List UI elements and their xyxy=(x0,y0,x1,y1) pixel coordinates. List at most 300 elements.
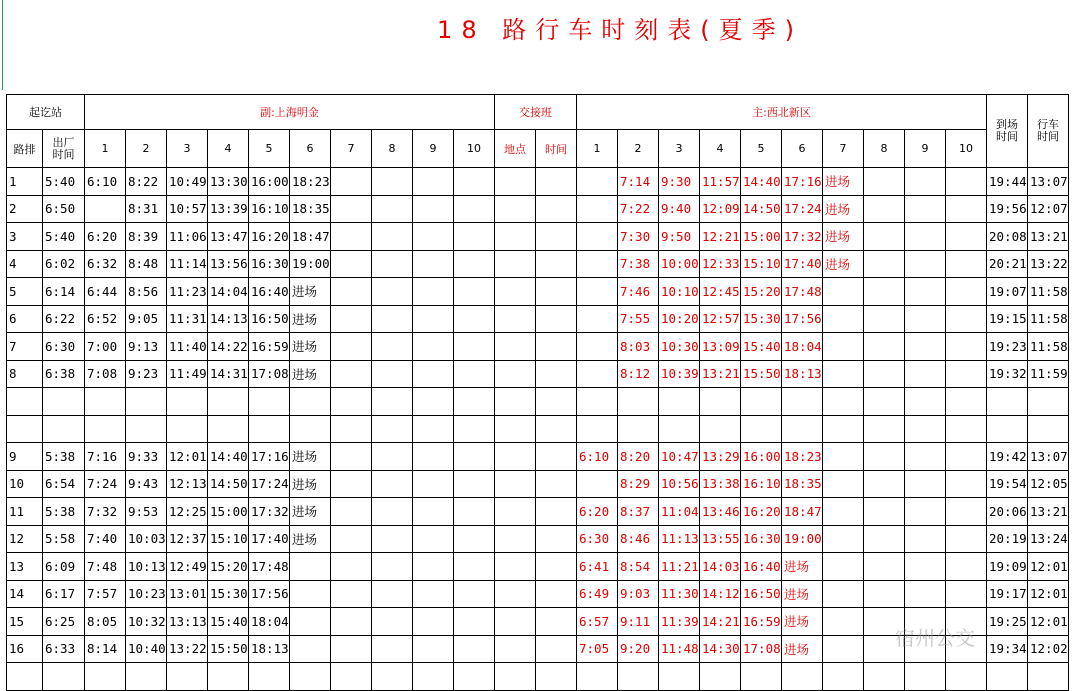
handover-place xyxy=(495,195,536,223)
side-b-trip-8 xyxy=(864,360,905,388)
empty-cell xyxy=(85,663,126,691)
empty-cell xyxy=(7,415,43,443)
side-b-trip-6: 进场 xyxy=(782,608,823,636)
side-a-trip-5: 17:40 xyxy=(249,525,290,553)
side-b-trip-4: 12:09 xyxy=(700,195,741,223)
handover-time xyxy=(536,250,577,278)
side-b-trip-4: 13:46 xyxy=(700,498,741,526)
handover-place xyxy=(495,608,536,636)
side-a-trip-1: 7:32 xyxy=(85,498,126,526)
side-b-trip-4: 13:55 xyxy=(700,525,741,553)
depart-time: 5:40 xyxy=(43,168,85,196)
side-b-trip-5: 16:30 xyxy=(741,525,782,553)
side-a-trip-7 xyxy=(331,608,372,636)
empty-cell xyxy=(454,415,495,443)
side-a-trip-3: 11:23 xyxy=(167,278,208,306)
side-a-trip-9 xyxy=(413,498,454,526)
empty-cell xyxy=(659,663,700,691)
side-b-trip-8 xyxy=(864,333,905,361)
side-a-trip-1: 6:10 xyxy=(85,168,126,196)
route-number: 9 xyxy=(7,443,43,471)
arrive-time: 19:25 xyxy=(987,608,1028,636)
empty-cell xyxy=(290,415,331,443)
side-b-trip-6: 18:04 xyxy=(782,333,823,361)
table-row xyxy=(7,305,1069,333)
side-b-trip-9 xyxy=(905,223,946,251)
run-time: 13:24 xyxy=(1028,525,1069,553)
depart-time: 6:54 xyxy=(43,470,85,498)
side-b-trip-1 xyxy=(577,278,618,306)
side-a-trip-6: 18:35 xyxy=(290,195,331,223)
side-a-trip-1: 7:08 xyxy=(85,360,126,388)
side-b-trip-6: 进场 xyxy=(782,580,823,608)
route-number: 16 xyxy=(7,635,43,663)
empty-cell xyxy=(126,663,167,691)
empty-cell xyxy=(864,415,905,443)
empty-cell xyxy=(495,663,536,691)
empty-cell xyxy=(741,415,782,443)
timetable xyxy=(6,94,1069,691)
side-a-trip-5: 17:16 xyxy=(249,443,290,471)
blank-row xyxy=(7,663,1069,691)
empty-cell xyxy=(700,663,741,691)
arrive-time: 20:08 xyxy=(987,223,1028,251)
side-a-trip-6: 18:23 xyxy=(290,168,331,196)
place-header: 地点 xyxy=(495,130,536,168)
table-row xyxy=(7,553,1069,581)
side-b-trip-10 xyxy=(946,525,987,553)
side-a-trip-3: 11:49 xyxy=(167,360,208,388)
side-b-trip-5: 14:50 xyxy=(741,195,782,223)
side-b-trip-3: 11:21 xyxy=(659,553,700,581)
handover-time xyxy=(536,168,577,196)
handover-place xyxy=(495,525,536,553)
empty-cell xyxy=(249,663,290,691)
arrive-time-header: 到场 时间 xyxy=(987,95,1028,168)
side-a-trip-9 xyxy=(413,553,454,581)
side-a-trip-7 xyxy=(331,360,372,388)
side-b-col-6: 6 xyxy=(782,130,823,168)
empty-cell xyxy=(618,388,659,416)
side-a-trip-8 xyxy=(372,278,413,306)
side-b-trip-3: 11:13 xyxy=(659,525,700,553)
side-a-trip-7 xyxy=(331,635,372,663)
side-a-trip-4: 14:31 xyxy=(208,360,249,388)
side-b-col-4: 4 xyxy=(700,130,741,168)
handover-time xyxy=(536,443,577,471)
empty-cell xyxy=(987,388,1028,416)
table-row xyxy=(7,580,1069,608)
side-b-trip-7 xyxy=(823,525,864,553)
table-row xyxy=(7,333,1069,361)
side-b-trip-1 xyxy=(577,305,618,333)
side-a-trip-7 xyxy=(331,168,372,196)
side-a-trip-3: 12:37 xyxy=(167,525,208,553)
side-a-trip-5: 16:30 xyxy=(249,250,290,278)
side-a-trip-7 xyxy=(331,195,372,223)
handover-time xyxy=(536,498,577,526)
side-a-trip-3: 10:49 xyxy=(167,168,208,196)
side-b-trip-2: 7:22 xyxy=(618,195,659,223)
side-a-trip-5: 16:59 xyxy=(249,333,290,361)
side-a-trip-4: 14:40 xyxy=(208,443,249,471)
empty-cell xyxy=(946,388,987,416)
empty-cell xyxy=(43,388,85,416)
arrive-time: 19:07 xyxy=(987,278,1028,306)
side-b-trip-10 xyxy=(946,278,987,306)
side-a-trip-10 xyxy=(454,278,495,306)
side-a-trip-5: 17:48 xyxy=(249,553,290,581)
side-b-trip-1 xyxy=(577,223,618,251)
side-b-trip-8 xyxy=(864,580,905,608)
side-b-trip-3: 10:00 xyxy=(659,250,700,278)
side-a-trip-10 xyxy=(454,223,495,251)
side-a-col-6: 6 xyxy=(290,130,331,168)
arrive-time: 19:56 xyxy=(987,195,1028,223)
side-a-trip-2: 10:03 xyxy=(126,525,167,553)
side-b-trip-4: 14:12 xyxy=(700,580,741,608)
side-b-trip-6: 18:47 xyxy=(782,498,823,526)
side-b-trip-3: 10:10 xyxy=(659,278,700,306)
side-a-trip-5: 17:56 xyxy=(249,580,290,608)
route-number: 2 xyxy=(7,195,43,223)
side-a-trip-3: 12:49 xyxy=(167,553,208,581)
side-a-trip-9 xyxy=(413,360,454,388)
side-a-trip-6: 进场 xyxy=(290,470,331,498)
side-a-trip-7 xyxy=(331,470,372,498)
side-b-trip-2: 8:54 xyxy=(618,553,659,581)
table-row xyxy=(7,223,1069,251)
empty-cell xyxy=(700,388,741,416)
side-b-trip-2: 8:29 xyxy=(618,470,659,498)
run-time-header: 行车 时间 xyxy=(1028,95,1069,168)
depart-time: 6:22 xyxy=(43,305,85,333)
side-b-trip-6: 17:32 xyxy=(782,223,823,251)
empty-cell xyxy=(85,415,126,443)
empty-cell xyxy=(7,663,43,691)
route-number: 11 xyxy=(7,498,43,526)
side-a-trip-2: 9:05 xyxy=(126,305,167,333)
run-time: 13:07 xyxy=(1028,168,1069,196)
side-b-trip-3: 10:56 xyxy=(659,470,700,498)
handover-place xyxy=(495,470,536,498)
empty-cell xyxy=(577,415,618,443)
side-b-trip-7 xyxy=(823,305,864,333)
side-a-trip-9 xyxy=(413,333,454,361)
side-b-col-7: 7 xyxy=(823,130,864,168)
empty-cell xyxy=(987,663,1028,691)
side-a-trip-10 xyxy=(454,580,495,608)
empty-cell xyxy=(577,663,618,691)
side-b-trip-5: 16:40 xyxy=(741,553,782,581)
side-b-trip-7 xyxy=(823,580,864,608)
side-b-trip-6: 18:35 xyxy=(782,470,823,498)
side-b-trip-9 xyxy=(905,553,946,581)
side-a-trip-8 xyxy=(372,168,413,196)
run-time: 13:22 xyxy=(1028,250,1069,278)
side-b-trip-6: 进场 xyxy=(782,635,823,663)
side-a-trip-1: 7:57 xyxy=(85,580,126,608)
side-b-trip-4: 14:21 xyxy=(700,608,741,636)
side-b-trip-5: 15:00 xyxy=(741,223,782,251)
side-a-trip-8 xyxy=(372,443,413,471)
side-a-trip-4: 14:04 xyxy=(208,278,249,306)
side-b-trip-5: 14:40 xyxy=(741,168,782,196)
side-b-trip-2: 7:30 xyxy=(618,223,659,251)
arrive-time: 19:23 xyxy=(987,333,1028,361)
empty-cell xyxy=(782,415,823,443)
side-b-trip-6: 17:24 xyxy=(782,195,823,223)
side-b-trip-5: 15:20 xyxy=(741,278,782,306)
handover-place xyxy=(495,580,536,608)
empty-cell xyxy=(946,415,987,443)
side-a-trip-8 xyxy=(372,305,413,333)
empty-cell xyxy=(372,388,413,416)
side-b-trip-6: 进场 xyxy=(782,553,823,581)
side-b-trip-8 xyxy=(864,498,905,526)
run-time: 13:07 xyxy=(1028,443,1069,471)
side-b-trip-2: 7:55 xyxy=(618,305,659,333)
empty-cell xyxy=(454,663,495,691)
page-title: 18 路行车时刻表(夏季) xyxy=(437,16,803,44)
side-b-trip-1: 6:30 xyxy=(577,525,618,553)
side-b-trip-10 xyxy=(946,333,987,361)
empty-cell xyxy=(659,388,700,416)
side-b-trip-1: 6:49 xyxy=(577,580,618,608)
side-a-trip-1: 7:16 xyxy=(85,443,126,471)
arrive-time: 19:34 xyxy=(987,635,1028,663)
side-b-trip-4: 13:09 xyxy=(700,333,741,361)
handover-header: 交接班 xyxy=(495,95,577,130)
side-b-trip-10 xyxy=(946,360,987,388)
side-b-trip-7 xyxy=(823,498,864,526)
arrive-time: 19:17 xyxy=(987,580,1028,608)
blank-row xyxy=(7,388,1069,416)
side-a-trip-10 xyxy=(454,553,495,581)
side-b-trip-1 xyxy=(577,360,618,388)
side-b-trip-8 xyxy=(864,278,905,306)
empty-cell xyxy=(782,663,823,691)
table-row xyxy=(7,443,1069,471)
table-row xyxy=(7,525,1069,553)
handover-place xyxy=(495,443,536,471)
side-b-trip-8 xyxy=(864,168,905,196)
side-a-col-9: 9 xyxy=(413,130,454,168)
header-row-1 xyxy=(7,95,1069,130)
side-b-trip-9 xyxy=(905,278,946,306)
side-b-col-1: 1 xyxy=(577,130,618,168)
side-a-trip-1: 7:00 xyxy=(85,333,126,361)
depart-time: 5:38 xyxy=(43,443,85,471)
side-b-trip-10 xyxy=(946,553,987,581)
side-a-trip-2: 10:32 xyxy=(126,608,167,636)
side-a-col-10: 10 xyxy=(454,130,495,168)
side-a-trip-5: 16:50 xyxy=(249,305,290,333)
run-time: 12:07 xyxy=(1028,195,1069,223)
watermark: 宿州公交 xyxy=(895,626,975,650)
side-b-trip-9 xyxy=(905,195,946,223)
side-b-col-2: 2 xyxy=(618,130,659,168)
side-b-trip-5: 16:59 xyxy=(741,608,782,636)
side-b-trip-2: 9:11 xyxy=(618,608,659,636)
empty-cell xyxy=(290,663,331,691)
side-b-trip-7 xyxy=(823,333,864,361)
side-a-trip-9 xyxy=(413,250,454,278)
handover-place xyxy=(495,278,536,306)
side-a-trip-5: 17:32 xyxy=(249,498,290,526)
empty-cell xyxy=(905,388,946,416)
empty-cell xyxy=(331,415,372,443)
side-a-trip-6 xyxy=(290,635,331,663)
handover-time xyxy=(536,635,577,663)
run-time: 13:21 xyxy=(1028,223,1069,251)
side-a-trip-5: 18:13 xyxy=(249,635,290,663)
handover-place xyxy=(495,635,536,663)
side-b-trip-1: 6:20 xyxy=(577,498,618,526)
empty-cell xyxy=(43,415,85,443)
empty-cell xyxy=(987,415,1028,443)
side-a-col-3: 3 xyxy=(167,130,208,168)
empty-cell xyxy=(1028,663,1069,691)
side-a-col-5: 5 xyxy=(249,130,290,168)
route-number: 13 xyxy=(7,553,43,581)
side-a-trip-9 xyxy=(413,305,454,333)
arrive-time: 19:15 xyxy=(987,305,1028,333)
side-b-trip-7: 进场 xyxy=(823,168,864,196)
empty-cell xyxy=(782,388,823,416)
side-b-trip-4: 13:29 xyxy=(700,443,741,471)
empty-cell xyxy=(741,388,782,416)
empty-cell xyxy=(43,663,85,691)
side-b-trip-7 xyxy=(823,553,864,581)
empty-cell xyxy=(823,415,864,443)
route-header: 路排 xyxy=(7,130,43,168)
side-b-trip-1: 6:10 xyxy=(577,443,618,471)
side-b-trip-2: 8:46 xyxy=(618,525,659,553)
side-b-trip-9 xyxy=(905,580,946,608)
empty-cell xyxy=(167,663,208,691)
side-a-col-1: 1 xyxy=(85,130,126,168)
handover-place xyxy=(495,250,536,278)
empty-cell xyxy=(372,663,413,691)
empty-cell xyxy=(167,388,208,416)
side-b-trip-3: 11:04 xyxy=(659,498,700,526)
empty-cell xyxy=(290,388,331,416)
side-a-trip-10 xyxy=(454,470,495,498)
side-b-trip-2: 9:03 xyxy=(618,580,659,608)
side-a-trip-10 xyxy=(454,443,495,471)
side-a-trip-7 xyxy=(331,443,372,471)
side-a-trip-4: 15:50 xyxy=(208,635,249,663)
side-a-trip-8 xyxy=(372,250,413,278)
side-a-trip-6 xyxy=(290,608,331,636)
side-b-trip-4: 12:45 xyxy=(700,278,741,306)
depart-time: 6:50 xyxy=(43,195,85,223)
side-b-trip-3: 11:48 xyxy=(659,635,700,663)
side-a-trip-4: 13:56 xyxy=(208,250,249,278)
handover-time xyxy=(536,333,577,361)
side-b-trip-8 xyxy=(864,223,905,251)
empty-cell xyxy=(864,663,905,691)
side-a-trip-8 xyxy=(372,333,413,361)
side-a-trip-4: 15:00 xyxy=(208,498,249,526)
side-a-trip-10 xyxy=(454,305,495,333)
empty-cell xyxy=(536,415,577,443)
handover-place xyxy=(495,553,536,581)
empty-cell xyxy=(249,415,290,443)
side-b-col-3: 3 xyxy=(659,130,700,168)
side-b-trip-7 xyxy=(823,360,864,388)
depart-time: 6:02 xyxy=(43,250,85,278)
side-a-trip-8 xyxy=(372,580,413,608)
handover-place xyxy=(495,333,536,361)
side-b-trip-6: 18:23 xyxy=(782,443,823,471)
side-a-trip-7 xyxy=(331,278,372,306)
run-time: 12:01 xyxy=(1028,580,1069,608)
side-b-trip-2: 8:03 xyxy=(618,333,659,361)
side-b-trip-10 xyxy=(946,443,987,471)
start-station-header: 起讫站 xyxy=(7,95,85,130)
side-a-trip-5: 17:08 xyxy=(249,360,290,388)
side-b-trip-8 xyxy=(864,553,905,581)
side-a-trip-4: 14:50 xyxy=(208,470,249,498)
side-a-trip-2: 10:13 xyxy=(126,553,167,581)
depart-time: 6:30 xyxy=(43,333,85,361)
side-b-trip-9 xyxy=(905,443,946,471)
side-b-trip-6: 17:16 xyxy=(782,168,823,196)
side-b-trip-1: 7:05 xyxy=(577,635,618,663)
side-a-trip-7 xyxy=(331,305,372,333)
side-a-col-4: 4 xyxy=(208,130,249,168)
side-b-trip-5: 16:00 xyxy=(741,443,782,471)
side-a-col-2: 2 xyxy=(126,130,167,168)
side-a-trip-2: 8:56 xyxy=(126,278,167,306)
side-b-trip-2: 8:20 xyxy=(618,443,659,471)
side-b-trip-6: 17:56 xyxy=(782,305,823,333)
side-a-trip-2: 9:13 xyxy=(126,333,167,361)
empty-cell xyxy=(618,415,659,443)
side-a-trip-9 xyxy=(413,443,454,471)
side-a-trip-2: 9:43 xyxy=(126,470,167,498)
depart-time: 5:40 xyxy=(43,223,85,251)
empty-cell xyxy=(495,388,536,416)
side-a-trip-6 xyxy=(290,553,331,581)
side-a-trip-3: 12:25 xyxy=(167,498,208,526)
route-number: 4 xyxy=(7,250,43,278)
side-b-trip-5: 17:08 xyxy=(741,635,782,663)
side-a-trip-7 xyxy=(331,525,372,553)
side-a-trip-3: 12:01 xyxy=(167,443,208,471)
side-b-trip-6: 19:00 xyxy=(782,525,823,553)
side-a-trip-3: 11:40 xyxy=(167,333,208,361)
side-a-trip-2: 9:33 xyxy=(126,443,167,471)
table-row xyxy=(7,498,1069,526)
side-b-trip-5: 15:40 xyxy=(741,333,782,361)
side-a-trip-1 xyxy=(85,195,126,223)
run-time: 12:01 xyxy=(1028,553,1069,581)
side-b-trip-4: 14:03 xyxy=(700,553,741,581)
empty-cell xyxy=(208,663,249,691)
side-a-trip-8 xyxy=(372,360,413,388)
side-a-trip-8 xyxy=(372,470,413,498)
side-b-trip-10 xyxy=(946,223,987,251)
side-a-trip-1: 6:20 xyxy=(85,223,126,251)
side-a-trip-4: 15:30 xyxy=(208,580,249,608)
route-number: 7 xyxy=(7,333,43,361)
route-number: 6 xyxy=(7,305,43,333)
side-a-trip-5: 17:24 xyxy=(249,470,290,498)
side-b-trip-9 xyxy=(905,333,946,361)
